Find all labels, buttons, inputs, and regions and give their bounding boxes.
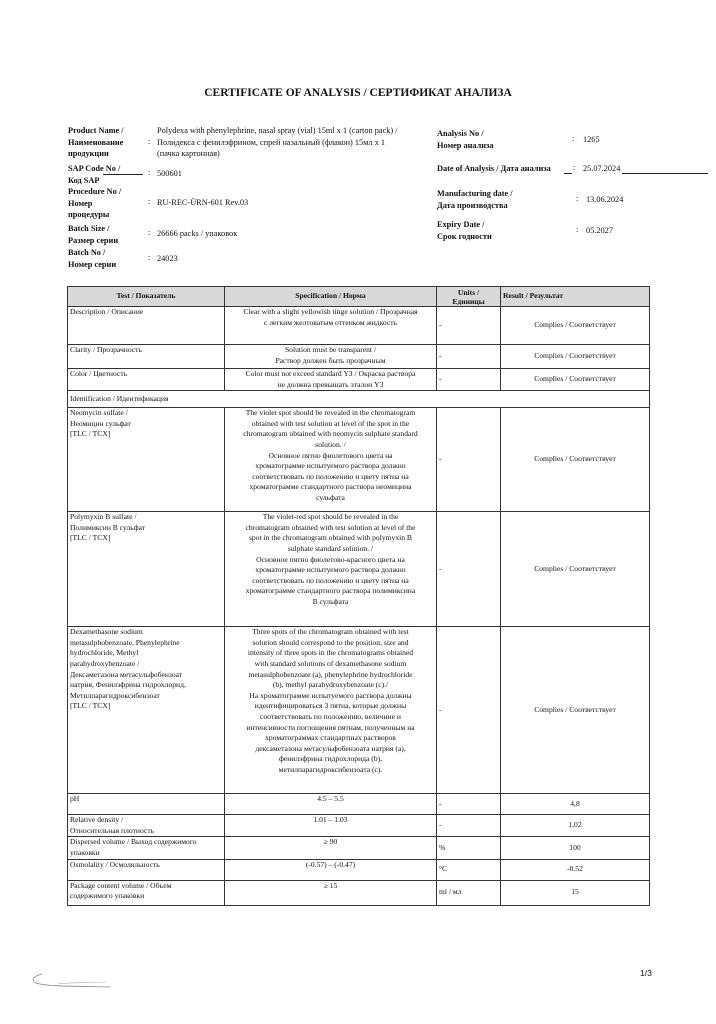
page-number: 1/3: [640, 968, 652, 978]
product-label: Product Name / Наименование продукции: [68, 126, 124, 159]
unit-cell: -: [437, 345, 501, 369]
analysis-no-value: 1265: [583, 135, 600, 144]
unit-cell: -: [437, 307, 501, 345]
test-cell: Clarity / Прозрачность: [68, 345, 225, 369]
expiry-label: Expiry Date / Срок годности: [437, 220, 492, 241]
table-row: [68, 880, 650, 905]
batch-no-label: Batch No / Номер серии: [68, 248, 117, 269]
test-cell: Color / Цветность: [68, 369, 225, 391]
header-result: Result / Результат: [501, 287, 650, 307]
test-cell: Relative density / Относительная плотность: [68, 815, 225, 837]
result-cell: Complies / Соответствует: [501, 307, 650, 345]
result-cell: Complies / Соответствует: [501, 512, 650, 627]
test-cell: Package content volume / Объем содержимого упаковки: [68, 880, 225, 905]
expiry-value: 05.2027: [586, 226, 613, 235]
procedure-label: Procedure No / Номер процедуры: [68, 187, 122, 220]
spec-cell: Three spots of the chromatogram obtained with test solution should correspond to the position, size and intensity of three spots in the chromatograms obtained with standard solutions of dexamethasone sodium metasulphobenzoate (a), phenylephrine hydrochloride (b), methyl parahydroxybenzoate (c)./ На хроматограмме испытуемого раствора должны идентифицироваться 3 пятна, которые должны соответствовать по положению, величине и интенсивности поглощения пятнам, полученным на хроматограммах стандартных растворов дексаметазона метасульфобензоата натрия (a), фенилэфрина гидрохлорида (b), метилпарагидроксибензоата (c).: [225, 627, 437, 794]
header-units: Units / Единицы: [437, 287, 501, 307]
spec-cell: Color must not exceed standard Y3 / Окраска раствора не должна превышать эталон Y3: [225, 369, 437, 391]
result-cell: Complies / Соответствует: [501, 408, 650, 512]
table-row: [68, 512, 650, 627]
table-row: [68, 794, 650, 815]
table-row: [68, 369, 650, 391]
batch-size-value: 26666 packs / упаковок: [157, 229, 238, 238]
table-row: [68, 408, 650, 512]
test-cell: Neomycin sulfate / Неомицин сульфат [TLC / TCX]: [68, 408, 225, 512]
product-value: Polydexa with phenylephrine, nasal spray (vial) 15ml x 1 (carton pack) / Полидекса с фенилэфрином, спрей назальный (флакон) 15мл x 1 (пачка картонная): [157, 126, 398, 159]
signature-scribble: [28, 970, 118, 992]
spec-cell: The violet-red spot should be revealed in the chromatogram obtained with test solution at level of the spot in the chromatogram obtained with polymyxin B sulphate standard solution. / Основное пятно фиолетово-красного цвета на хроматограмме испытуемого раствора должно соответствовать по положению и цвету пятна на хроматограмме стандартного раствора полимиксина B сульфата: [225, 512, 437, 627]
sap-label: SAP Code No / Код SAP: [68, 164, 121, 185]
table-row: [68, 627, 650, 794]
sap-value: 500601: [157, 169, 182, 178]
manufacturing-label: Manufacturing date / Дата производства: [437, 189, 513, 210]
spec-cell: ≥ 15: [225, 880, 437, 905]
table-row: [68, 345, 650, 369]
unit-cell: ml / мл: [437, 880, 501, 905]
spec-cell: 1.01 – 1.03: [225, 815, 437, 837]
result-cell: Complies / Соответствует: [501, 369, 650, 391]
spec-cell: Solution must be transparent / Раствор должен быть прозрачным: [225, 345, 437, 369]
table-row: [68, 307, 650, 345]
result-cell: -0.52: [501, 859, 650, 880]
analysis-table: [67, 286, 650, 906]
unit-cell: °C: [437, 859, 501, 880]
table-row: [68, 859, 650, 880]
unit-cell: -: [437, 794, 501, 815]
result-cell: 15: [501, 880, 650, 905]
result-cell: Complies / Соответствует: [501, 627, 650, 794]
test-cell: pH: [68, 794, 225, 815]
procedure-value: RU-REC-ÜRN-601 Rev.03: [157, 198, 249, 207]
test-cell: Osmolality / Осмоляльность: [68, 859, 225, 880]
test-cell: Dispersed volume / Выход содержимого упаковки: [68, 837, 225, 859]
unit-cell: -: [437, 512, 501, 627]
spec-cell: ≥ 90: [225, 837, 437, 859]
analysis-no-label: Analysis No / Номер анализа: [437, 129, 494, 150]
date-analysis-label: Date of Analysis / Дата анализа: [437, 164, 551, 173]
unit-cell: -: [437, 627, 501, 794]
unit-cell: -: [437, 369, 501, 391]
section-label: Identification / Идентификация: [68, 391, 650, 408]
table-row: [68, 837, 650, 859]
test-cell: Polymyxin B sulfate / Полимиксин B сульфат [TLC / TCX]: [68, 512, 225, 627]
test-cell: Description / Описание: [68, 307, 225, 345]
spec-cell: (-0.57) – (-0.47): [225, 859, 437, 880]
table-row: [68, 815, 650, 837]
test-cell: Dexamethasone sodium metasulphobenzoate, Phenylephrine hydrochloride, Methyl parahydroxybenzoate / Дексаметазона метасульфобензоат натрия, Фенилэфрина гидрохлорид, Метилпарагидроксибензоат [TLC / TCX]: [68, 627, 225, 794]
spec-cell: Clear with a slight yellowish tinge solution / Прозрачная с легким желтоватым оттенком жидкость: [225, 307, 437, 345]
header-test: Test / Показатель: [68, 287, 225, 307]
manufacturing-value: 13.06.2024: [586, 195, 624, 204]
unit-cell: %: [437, 837, 501, 859]
date-analysis-value: 25.07.2024: [583, 164, 621, 173]
result-cell: 1,02: [501, 815, 650, 837]
header-spec: Specification / Норма: [225, 287, 437, 307]
table-row: [68, 391, 650, 408]
batch-size-label: Batch Size / Размер серии: [68, 224, 119, 245]
spec-cell: The violet spot should be revealed in the chromatogram obtained with test solution at level of the spot in the chromatogram obtained with neomycin sulphate standard solution. / Основное пятно фиолетового цвета на хроматограмме испытуемого раствора должно соответствовать по положению и цвету пятна на хроматограмме стандартного раствора неомицина сульфата: [225, 408, 437, 512]
spec-cell: 4.5 – 5.5: [225, 794, 437, 815]
document-title: CERTIFICATE OF ANALYSIS / СЕРТИФИКАТ АНАЛИЗА: [204, 87, 512, 99]
result-cell: 4,8: [501, 794, 650, 815]
batch-no-value: 24023: [157, 254, 178, 263]
result-cell: 100: [501, 837, 650, 859]
table-header-row: [68, 287, 650, 307]
result-cell: Complies / Соответствует: [501, 345, 650, 369]
unit-cell: -: [437, 815, 501, 837]
unit-cell: -: [437, 408, 501, 512]
